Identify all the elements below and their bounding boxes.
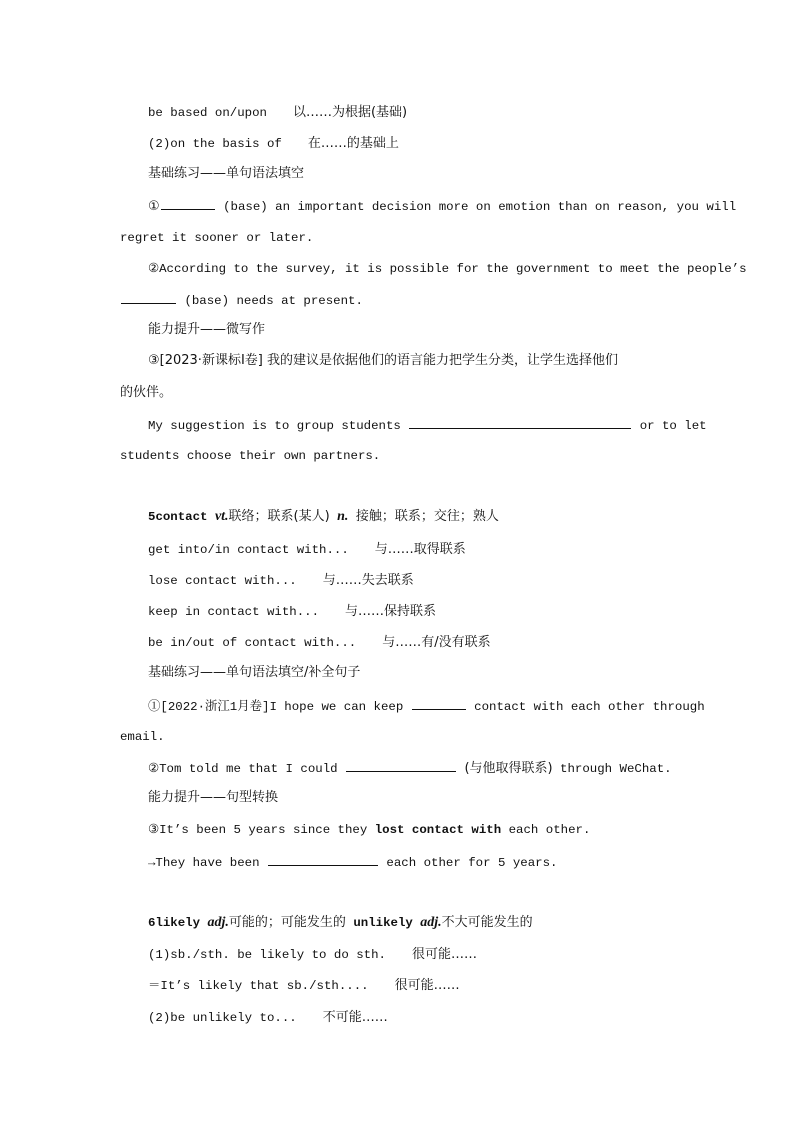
question-3: ③It’s been 5 years since they lost contact with each other. [148, 823, 591, 837]
question-3-en-cont: students choose their own partners. [120, 449, 381, 463]
word-entry-contact: 5contact vt.联络；联系(某人) n. 接触；联系；交往；熟人 [148, 509, 499, 524]
phrase-line: get into/in contact with... 与……取得联系 [148, 542, 466, 557]
phrase-line [148, 105, 407, 121]
question-3: ③[2023·新课标Ⅰ卷] 我的建议是依据他们的语言能力把学生分类，让学生选择他们 [148, 353, 618, 368]
phrase-en: be based on/upon [148, 106, 267, 120]
phrase-line: ＝It’s likely that sb./sth.... 很可能…… [148, 978, 460, 993]
question-2-cont: (base) needs at present. [120, 292, 363, 309]
question-1: ① (base) an important decision more on emotion than on reason, you will [148, 199, 737, 214]
answer-blank[interactable] [412, 698, 466, 710]
phrase-line: (1)sb./sth. be likely to do sth. 很可能…… [148, 947, 477, 962]
question-3-cont: 的伙伴。 [120, 385, 173, 400]
word-entry-likely: 6likely adj.可能的；可能发生的 unlikely adj.不大可能发生的 [148, 915, 533, 930]
exercise-heading: 能力提升——句型转换 [148, 790, 279, 805]
question-1: ①[2022·浙江1月卷]I hope we can keep contact with each other through [148, 700, 705, 714]
question-1-cont: email. [120, 730, 165, 744]
answer-blank[interactable] [161, 198, 215, 210]
answer-blank[interactable] [121, 292, 176, 304]
answer-blank[interactable] [409, 417, 631, 429]
question-2: ②Tom told me that I could (与他取得联系) through WeChat. [148, 761, 672, 776]
headword: contact [155, 510, 208, 524]
phrase-en: (2)on the basis of [148, 137, 282, 151]
question-2: ②According to the survey, it is possible for the government to meet the people’s [148, 262, 747, 276]
question-4: →They have been each other for 5 years. [148, 856, 558, 870]
headword: likely [155, 916, 201, 930]
phrase-line: lose contact with... 与……失去联系 [148, 573, 414, 588]
phrase-line: (2)be unlikely to... 不可能…… [148, 1010, 388, 1025]
question-1-cont: regret it sooner or later. [120, 231, 314, 245]
phrase-cn: 在……的基础上 [307, 136, 399, 151]
phrase-cn: 以……为根据(基础) [292, 105, 408, 120]
answer-blank[interactable] [268, 854, 378, 866]
exercise-heading: 能力提升——微写作 [148, 322, 266, 337]
question-3-en: My suggestion is to group students or to let [148, 419, 707, 433]
exercise-heading: 基础练习——单句语法填空/补全句子 [148, 665, 361, 680]
exercise-heading: 基础练习——单句语法填空 [148, 166, 305, 181]
answer-blank[interactable] [346, 760, 456, 772]
phrase-line [148, 136, 399, 152]
phrase-line: keep in contact with... 与……保持联系 [148, 604, 437, 619]
phrase-line: be in/out of contact with... 与……有/没有联系 [148, 635, 491, 650]
